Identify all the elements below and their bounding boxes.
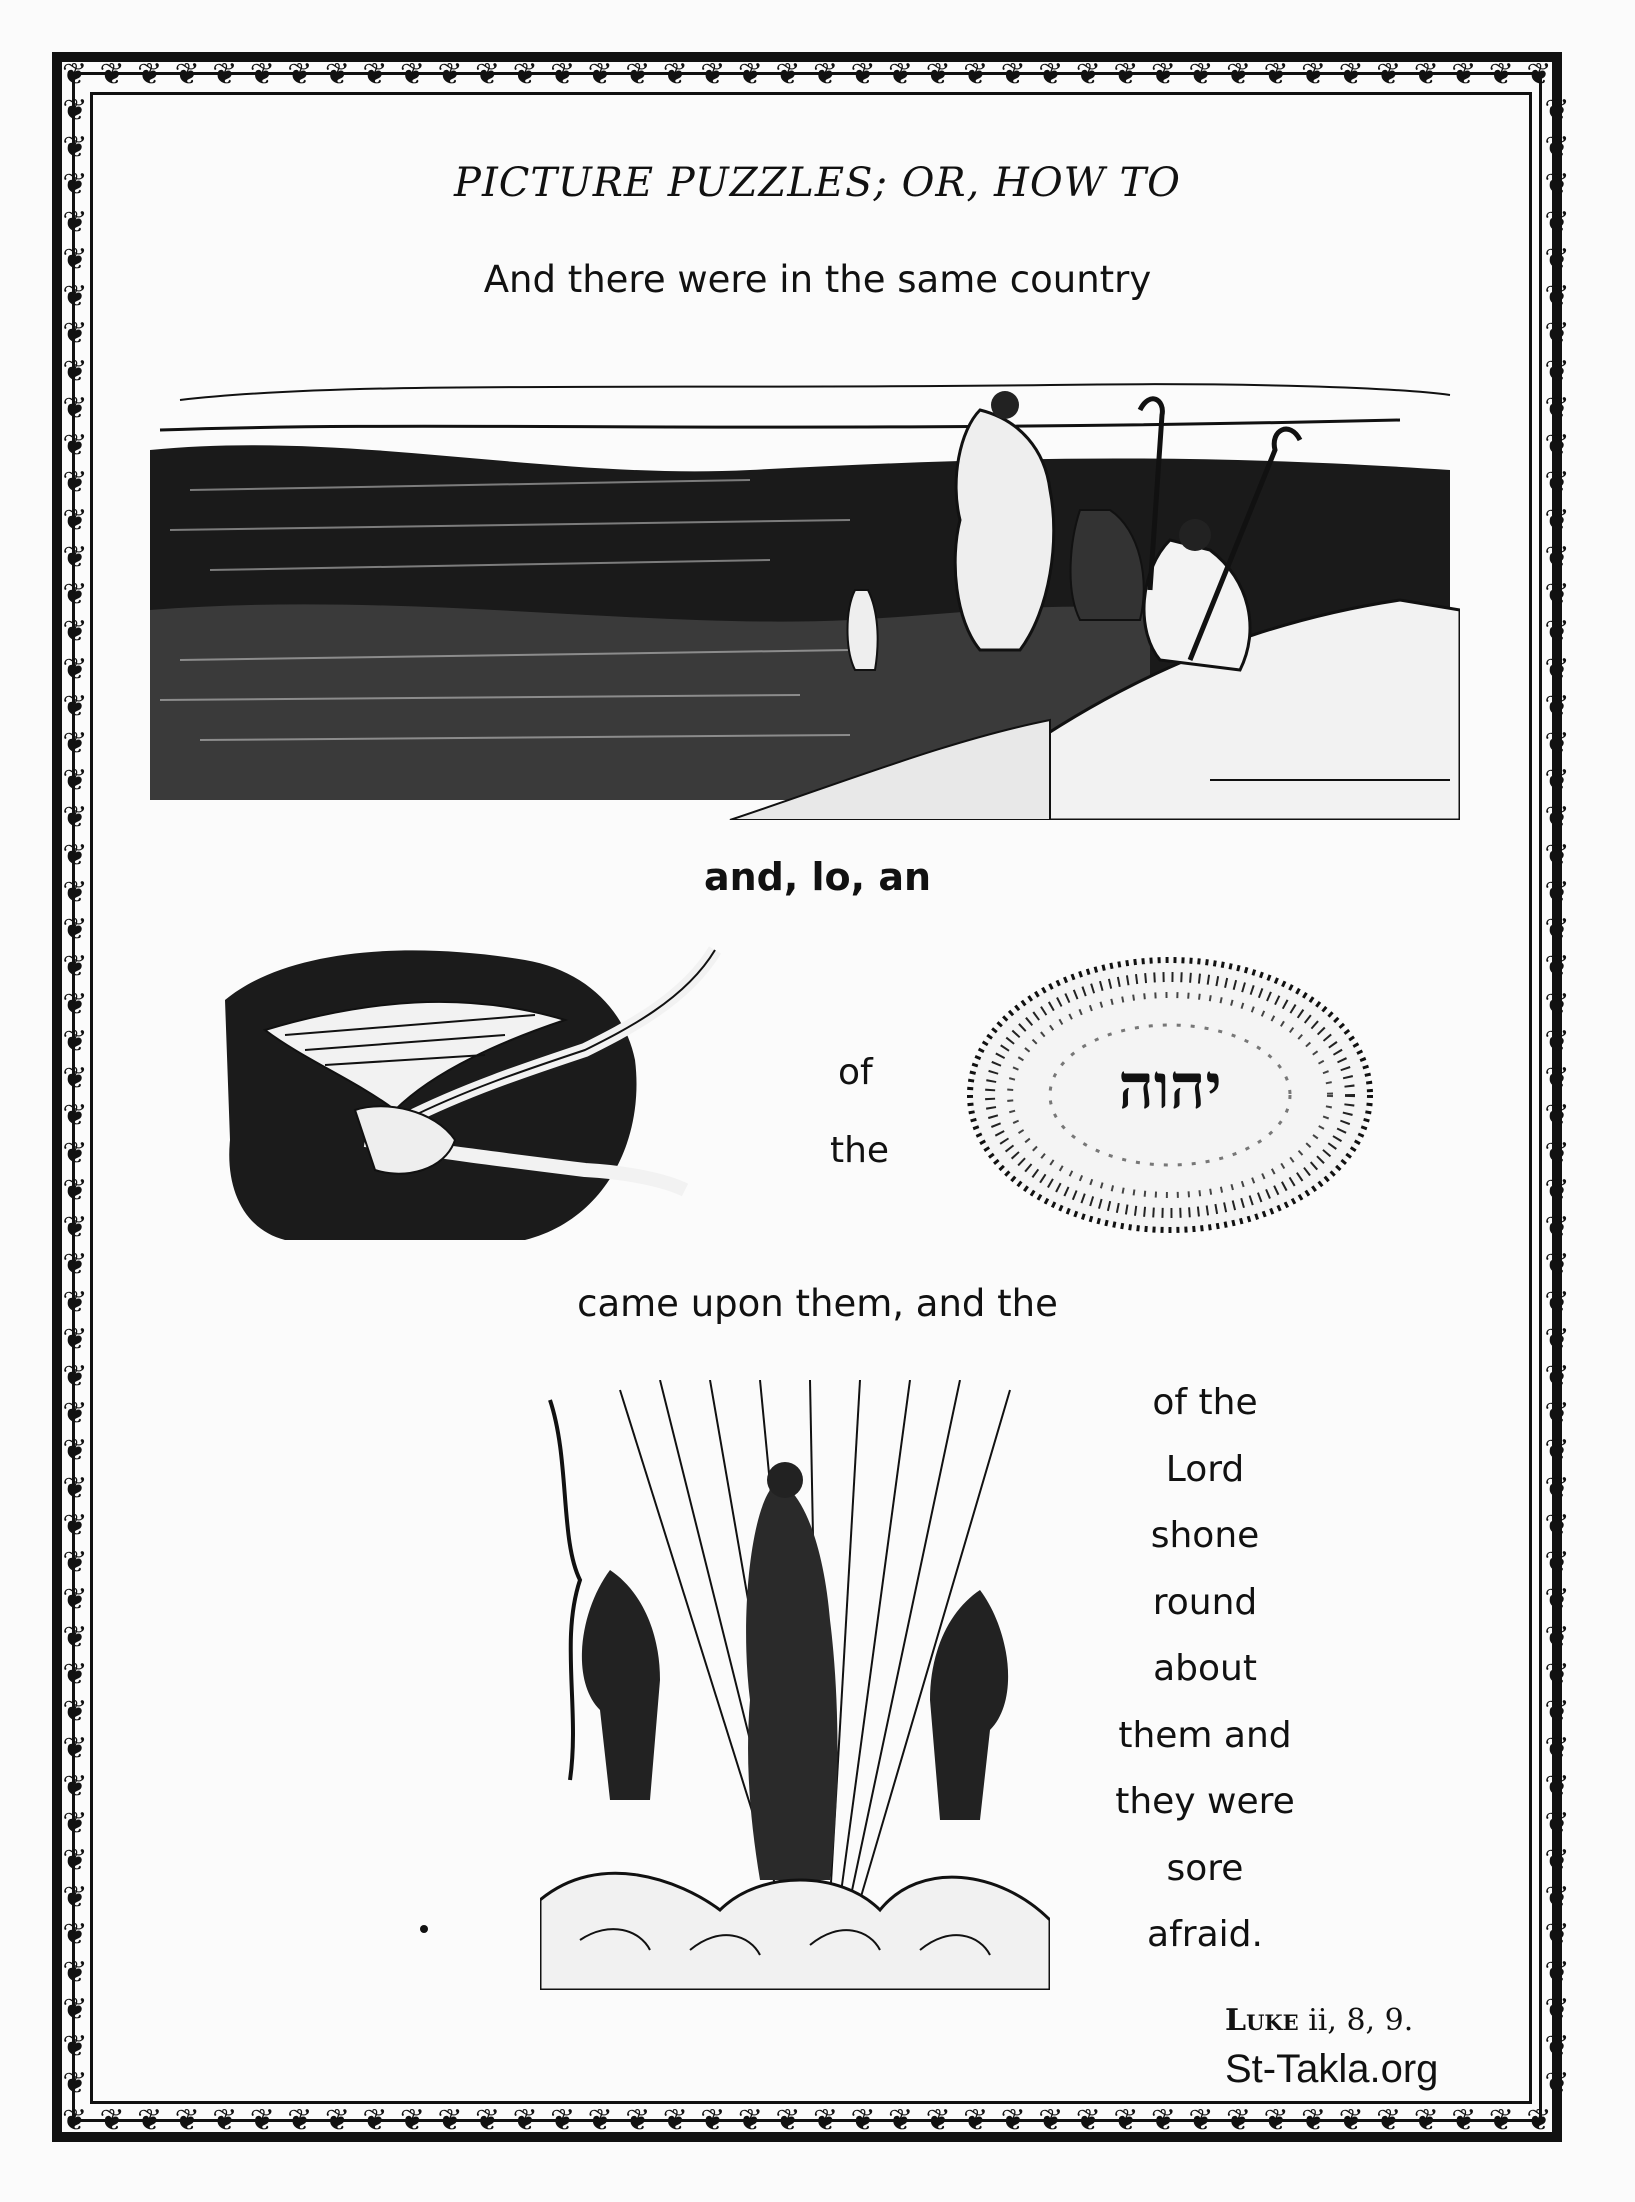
leaf-scroll-ornament-icon: ❦: [62, 353, 88, 389]
leaf-scroll-ornament-icon: ❦: [1544, 651, 1570, 687]
leaf-scroll-ornament-icon: ❦: [1544, 167, 1570, 203]
leaf-scroll-ornament-icon: ❦: [1038, 2104, 1064, 2138]
leaf-scroll-ornament-icon: ❦: [62, 1880, 88, 1916]
leaf-scroll-ornament-icon: ❦: [737, 2104, 763, 2138]
leaf-scroll-ornament-icon: ❦: [1544, 800, 1570, 836]
leaf-scroll-ornament-icon: ❦: [62, 1284, 88, 1320]
leaf-scroll-ornament-icon: ❦: [62, 96, 88, 128]
leaf-scroll-ornament-icon: ❦: [1544, 1731, 1570, 1767]
leaf-scroll-ornament-icon: ❦: [550, 58, 576, 92]
leaf-scroll-ornament-icon: ❦: [62, 1917, 88, 1953]
leaf-scroll-ornament-icon: ❦: [1544, 465, 1570, 501]
border-ornament-icon: [1540, 96, 1574, 2100]
scripture-reference: [1225, 2003, 1413, 2038]
leaf-scroll-ornament-icon: ❦: [62, 1470, 88, 1506]
leaf-scroll-ornament-icon: ❦: [1338, 58, 1364, 92]
leaf-scroll-ornament-icon: ❦: [62, 1507, 88, 1543]
leaf-scroll-ornament-icon: ❦: [1075, 58, 1101, 92]
leaf-scroll-ornament-icon: ❦: [62, 1358, 88, 1394]
leaf-scroll-ornament-icon: ❦: [62, 1656, 88, 1692]
leaf-scroll-ornament-icon: ❦: [62, 1433, 88, 1469]
leaf-scroll-ornament-icon: ❦: [62, 465, 88, 501]
border-ornament-icon: [62, 2104, 1552, 2138]
leaf-scroll-ornament-icon: ❦: [1150, 2104, 1176, 2138]
leaf-scroll-ornament-icon: ❦: [324, 2104, 350, 2138]
leaf-scroll-ornament-icon: ❦: [62, 1210, 88, 1246]
leaf-scroll-ornament-icon: ❦: [62, 986, 88, 1022]
leaf-scroll-ornament-icon: ❦: [1544, 1991, 1570, 2027]
leaf-scroll-ornament-icon: ❦: [512, 58, 538, 92]
leaf-scroll-ornament-icon: ❦: [1544, 614, 1570, 650]
leaf-scroll-ornament-icon: ❦: [1376, 2104, 1402, 2138]
leaf-scroll-ornament-icon: ❦: [1544, 2029, 1570, 2065]
leaf-scroll-ornament-icon: ❦: [137, 58, 163, 92]
leaf-scroll-ornament-icon: ❦: [62, 1768, 88, 1804]
page-title: PICTURE PUZZLES; OR, HOW TO: [454, 160, 1181, 206]
leaf-scroll-ornament-icon: ❦: [62, 651, 88, 687]
leaf-scroll-ornament-icon: ❦: [62, 1098, 88, 1134]
leaf-scroll-ornament-icon: ❦: [362, 2104, 388, 2138]
verse-line-2: and, lo, an: [703, 855, 932, 899]
leaf-scroll-ornament-icon: ❦: [1544, 130, 1570, 166]
leaf-scroll-ornament-icon: ❦: [1451, 58, 1477, 92]
divine-name-hebrew: יהוה: [1118, 1050, 1222, 1123]
leaf-scroll-ornament-icon: ❦: [1301, 58, 1327, 92]
leaf-scroll-ornament-icon: ❦: [174, 58, 200, 92]
leaf-scroll-ornament-icon: ❦: [1544, 1284, 1570, 1320]
leaf-scroll-ornament-icon: ❦: [62, 800, 88, 836]
verse-right-line: them and: [1118, 1714, 1292, 1756]
leaf-scroll-ornament-icon: ❦: [1544, 577, 1570, 613]
leaf-scroll-ornament-icon: ❦: [1544, 1135, 1570, 1171]
leaf-scroll-ornament-icon: ❦: [1038, 58, 1064, 92]
leaf-scroll-ornament-icon: ❦: [662, 2104, 688, 2138]
leaf-scroll-ornament-icon: ❦: [62, 130, 88, 166]
leaf-scroll-ornament-icon: ❦: [1544, 539, 1570, 575]
leaf-scroll-ornament-icon: ❦: [62, 837, 88, 873]
leaf-scroll-ornament-icon: ❦: [62, 725, 88, 761]
leaf-scroll-ornament-icon: ❦: [850, 2104, 876, 2138]
leaf-scroll-ornament-icon: ❦: [1544, 1061, 1570, 1097]
leaf-scroll-ornament-icon: ❦: [62, 2066, 88, 2100]
verse-the: the: [830, 1130, 890, 1171]
leaf-scroll-ornament-icon: ❦: [475, 58, 501, 92]
leaf-scroll-ornament-icon: ❦: [1263, 2104, 1289, 2138]
angel-illustration: [205, 940, 745, 1250]
leaf-scroll-ornament-icon: ❦: [1451, 2104, 1477, 2138]
leaf-scroll-ornament-icon: ❦: [62, 1023, 88, 1059]
leaf-scroll-ornament-icon: ❦: [1544, 241, 1570, 277]
leaf-scroll-ornament-icon: ❦: [249, 2104, 275, 2138]
leaf-scroll-ornament-icon: ❦: [62, 316, 88, 352]
site-watermark: St-Takla.org: [1225, 2047, 1439, 2091]
verse-of: of: [838, 1052, 873, 1093]
verse-line-3: came upon them, and the: [577, 1282, 1058, 1325]
leaf-scroll-ornament-icon: ❦: [1544, 986, 1570, 1022]
leaf-scroll-ornament-icon: ❦: [62, 1396, 88, 1432]
leaf-scroll-ornament-icon: ❦: [62, 502, 88, 538]
leaf-scroll-ornament-icon: ❦: [1150, 58, 1176, 92]
leaf-scroll-ornament-icon: ❦: [62, 204, 88, 240]
leaf-scroll-ornament-icon: ❦: [1544, 1172, 1570, 1208]
leaf-scroll-ornament-icon: ❦: [62, 58, 88, 92]
leaf-scroll-ornament-icon: ❦: [1544, 316, 1570, 352]
verse-right-line: of the: [1152, 1382, 1258, 1423]
leaf-scroll-ornament-icon: ❦: [587, 58, 613, 92]
leaf-scroll-ornament-icon: ❦: [1544, 1582, 1570, 1618]
border-ornament-icon: [62, 58, 1552, 92]
leaf-scroll-ornament-icon: ❦: [1526, 2104, 1552, 2138]
leaf-scroll-ornament-icon: ❦: [62, 949, 88, 985]
leaf-scroll-ornament-icon: ❦: [625, 2104, 651, 2138]
verse-right-line: afraid.: [1147, 1914, 1263, 1955]
leaf-scroll-ornament-icon: ❦: [1544, 1023, 1570, 1059]
leaf-scroll-ornament-icon: ❦: [1225, 2104, 1252, 2138]
leaf-scroll-ornament-icon: ❦: [62, 688, 88, 724]
leaf-scroll-ornament-icon: ❦: [1544, 874, 1570, 910]
leaf-scroll-ornament-icon: ❦: [1544, 428, 1570, 464]
leaf-scroll-ornament-icon: ❦: [62, 2104, 88, 2138]
leaf-scroll-ornament-icon: ❦: [62, 1321, 88, 1357]
leaf-scroll-ornament-icon: ❦: [62, 1694, 88, 1730]
leaf-scroll-ornament-icon: ❦: [888, 2104, 914, 2138]
leaf-scroll-ornament-icon: ❦: [62, 874, 88, 910]
leaf-scroll-ornament-icon: ❦: [212, 2104, 238, 2138]
leaf-scroll-ornament-icon: ❦: [62, 539, 88, 575]
leaf-scroll-ornament-icon: ❦: [62, 167, 88, 203]
leaf-scroll-ornament-icon: ❦: [1544, 1433, 1570, 1469]
verse-line-1: And there were in the same country: [483, 258, 1152, 301]
leaf-scroll-ornament-icon: ❦: [1338, 2104, 1364, 2138]
leaf-scroll-ornament-icon: ❦: [1544, 1656, 1570, 1692]
border-ornament-icon: [58, 96, 92, 2100]
leaf-scroll-ornament-icon: ❦: [62, 1619, 88, 1655]
leaf-scroll-ornament-icon: ❦: [62, 1545, 88, 1581]
leaf-scroll-ornament-icon: ❦: [1544, 837, 1570, 873]
leaf-scroll-ornament-icon: ❦: [1544, 204, 1570, 240]
leaf-scroll-ornament-icon: ❦: [1544, 502, 1570, 538]
leaf-scroll-ornament-icon: ❦: [287, 2104, 313, 2138]
leaf-scroll-ornament-icon: ❦: [888, 58, 914, 92]
leaf-scroll-ornament-icon: ❦: [1544, 1507, 1570, 1543]
leaf-scroll-ornament-icon: ❦: [437, 2104, 463, 2138]
leaf-scroll-ornament-icon: ❦: [62, 1991, 88, 2027]
leaf-scroll-ornament-icon: ❦: [1188, 2104, 1214, 2138]
leaf-scroll-ornament-icon: ❦: [1544, 96, 1570, 128]
leaf-scroll-ornament-icon: ❦: [1544, 1768, 1570, 1804]
leaf-scroll-ornament-icon: ❦: [1544, 1619, 1570, 1655]
verse-right-line: round: [1152, 1581, 1258, 1623]
leaf-scroll-ornament-icon: ❦: [437, 58, 463, 92]
leaf-scroll-ornament-icon: ❦: [212, 58, 238, 92]
leaf-scroll-ornament-icon: ❦: [1488, 2104, 1514, 2138]
leaf-scroll-ornament-icon: ❦: [62, 1172, 88, 1208]
leaf-scroll-ornament-icon: ❦: [1544, 1954, 1570, 1990]
leaf-scroll-ornament-icon: ❦: [512, 2104, 538, 2138]
leaf-scroll-ornament-icon: ❦: [174, 2104, 200, 2138]
leaf-scroll-ornament-icon: ❦: [62, 428, 88, 464]
leaf-scroll-ornament-icon: ❦: [662, 58, 688, 92]
leaf-scroll-ornament-icon: ❦: [963, 2104, 989, 2138]
reference-chapter-verse: ii, 8, 9.: [1298, 2003, 1414, 2038]
leaf-scroll-ornament-icon: ❦: [62, 241, 88, 277]
leaf-scroll-ornament-icon: ❦: [62, 577, 88, 613]
verse-right-line: Lord: [1165, 1448, 1245, 1490]
leaf-scroll-ornament-icon: ❦: [249, 58, 275, 92]
leaf-scroll-ornament-icon: ❦: [62, 1805, 88, 1841]
leaf-scroll-ornament-icon: ❦: [1113, 2104, 1139, 2138]
leaf-scroll-ornament-icon: ❦: [1301, 2104, 1327, 2138]
leaf-scroll-ornament-icon: ❦: [62, 763, 88, 799]
leaf-scroll-ornament-icon: ❦: [62, 1843, 88, 1879]
shepherds-illustration: [150, 360, 1460, 820]
leaf-scroll-ornament-icon: ❦: [700, 2104, 726, 2138]
leaf-scroll-ornament-icon: ❦: [62, 1954, 88, 1990]
leaf-scroll-ornament-icon: ❦: [287, 58, 313, 92]
leaf-scroll-ornament-icon: ❦: [963, 58, 989, 92]
leaf-scroll-ornament-icon: ❦: [399, 2104, 426, 2138]
leaf-scroll-ornament-icon: ❦: [1544, 279, 1570, 315]
leaf-scroll-ornament-icon: ❦: [925, 58, 951, 92]
leaf-scroll-ornament-icon: ❦: [737, 58, 763, 92]
leaf-scroll-ornament-icon: ❦: [1544, 1247, 1570, 1283]
leaf-scroll-ornament-icon: ❦: [1000, 2104, 1026, 2138]
leaf-scroll-ornament-icon: ❦: [1544, 1805, 1570, 1841]
leaf-scroll-ornament-icon: ❦: [99, 58, 125, 92]
verse-right-line: shone: [1150, 1515, 1260, 1556]
leaf-scroll-ornament-icon: ❦: [1544, 390, 1570, 426]
leaf-scroll-ornament-icon: ❦: [775, 58, 801, 92]
leaf-scroll-ornament-icon: ❦: [1544, 353, 1570, 389]
leaf-scroll-ornament-icon: ❦: [137, 2104, 163, 2138]
leaf-scroll-ornament-icon: ❦: [850, 58, 876, 92]
leaf-scroll-ornament-icon: ❦: [362, 58, 388, 92]
leaf-scroll-ornament-icon: ❦: [1544, 1396, 1570, 1432]
leaf-scroll-ornament-icon: ❦: [1544, 1545, 1570, 1581]
leaf-scroll-ornament-icon: ❦: [62, 390, 88, 426]
leaf-scroll-ornament-icon: ❦: [1544, 912, 1570, 948]
leaf-scroll-ornament-icon: ❦: [1544, 2066, 1570, 2100]
leaf-scroll-ornament-icon: ❦: [812, 58, 839, 92]
leaf-scroll-ornament-icon: ❦: [62, 2029, 88, 2065]
verse-right-column: [1095, 1370, 1315, 1969]
leaf-scroll-ornament-icon: ❦: [1544, 1917, 1570, 1953]
leaf-scroll-ornament-icon: ❦: [62, 1135, 88, 1171]
leaf-scroll-ornament-icon: ❦: [1544, 1210, 1570, 1246]
leaf-scroll-ornament-icon: ❦: [1544, 949, 1570, 985]
leaf-scroll-ornament-icon: ❦: [1225, 58, 1252, 92]
leaf-scroll-ornament-icon: ❦: [1544, 1843, 1570, 1879]
leaf-scroll-ornament-icon: ❦: [812, 2104, 839, 2138]
leaf-scroll-ornament-icon: ❦: [1000, 58, 1026, 92]
leaf-scroll-ornament-icon: ❦: [1544, 1694, 1570, 1730]
leaf-scroll-ornament-icon: ❦: [1413, 2104, 1439, 2138]
leaf-scroll-ornament-icon: ❦: [1544, 1470, 1570, 1506]
leaf-scroll-ornament-icon: ❦: [62, 614, 88, 650]
leaf-scroll-ornament-icon: ❦: [324, 58, 350, 92]
reference-book: Luke: [1225, 2003, 1299, 2038]
leaf-scroll-ornament-icon: ❦: [62, 279, 88, 315]
leaf-scroll-ornament-icon: ❦: [1113, 58, 1139, 92]
leaf-scroll-ornament-icon: ❦: [475, 2104, 501, 2138]
leaf-scroll-ornament-icon: ❦: [625, 58, 651, 92]
glory-cloud-illustration: [960, 950, 1380, 1240]
verse-right-line: sore: [1166, 1847, 1244, 1889]
verse-right-line: about: [1153, 1648, 1257, 1689]
leaf-scroll-ornament-icon: ❦: [1075, 2104, 1101, 2138]
leaf-scroll-ornament-icon: ❦: [1544, 688, 1570, 724]
leaf-scroll-ornament-icon: ❦: [62, 1061, 88, 1097]
leaf-scroll-ornament-icon: ❦: [62, 1247, 88, 1283]
leaf-scroll-ornament-icon: ❦: [1488, 58, 1514, 92]
leaf-scroll-ornament-icon: ❦: [550, 2104, 576, 2138]
leaf-scroll-ornament-icon: ❦: [62, 1582, 88, 1618]
leaf-scroll-ornament-icon: ❦: [1544, 1358, 1570, 1394]
leaf-scroll-ornament-icon: ❦: [587, 2104, 613, 2138]
verse-right-line: they were: [1115, 1781, 1295, 1822]
glory-illustration: [540, 1380, 1050, 1990]
leaf-scroll-ornament-icon: ❦: [1544, 763, 1570, 799]
leaf-scroll-ornament-icon: ❦: [1526, 58, 1552, 92]
leaf-scroll-ornament-icon: ❦: [1413, 58, 1439, 92]
ink-speck: [420, 1925, 428, 1933]
leaf-scroll-ornament-icon: ❦: [1376, 58, 1402, 92]
leaf-scroll-ornament-icon: ❦: [1188, 58, 1214, 92]
leaf-scroll-ornament-icon: ❦: [700, 58, 726, 92]
leaf-scroll-ornament-icon: ❦: [62, 912, 88, 948]
leaf-scroll-ornament-icon: ❦: [99, 2104, 125, 2138]
leaf-scroll-ornament-icon: ❦: [1263, 58, 1289, 92]
leaf-scroll-ornament-icon: ❦: [775, 2104, 801, 2138]
leaf-scroll-ornament-icon: ❦: [399, 58, 426, 92]
leaf-scroll-ornament-icon: ❦: [925, 2104, 951, 2138]
leaf-scroll-ornament-icon: ❦: [1544, 725, 1570, 761]
leaf-scroll-ornament-icon: ❦: [1544, 1880, 1570, 1916]
leaf-scroll-ornament-icon: ❦: [62, 1731, 88, 1767]
leaf-scroll-ornament-icon: ❦: [1544, 1098, 1570, 1134]
leaf-scroll-ornament-icon: ❦: [1544, 1321, 1570, 1357]
